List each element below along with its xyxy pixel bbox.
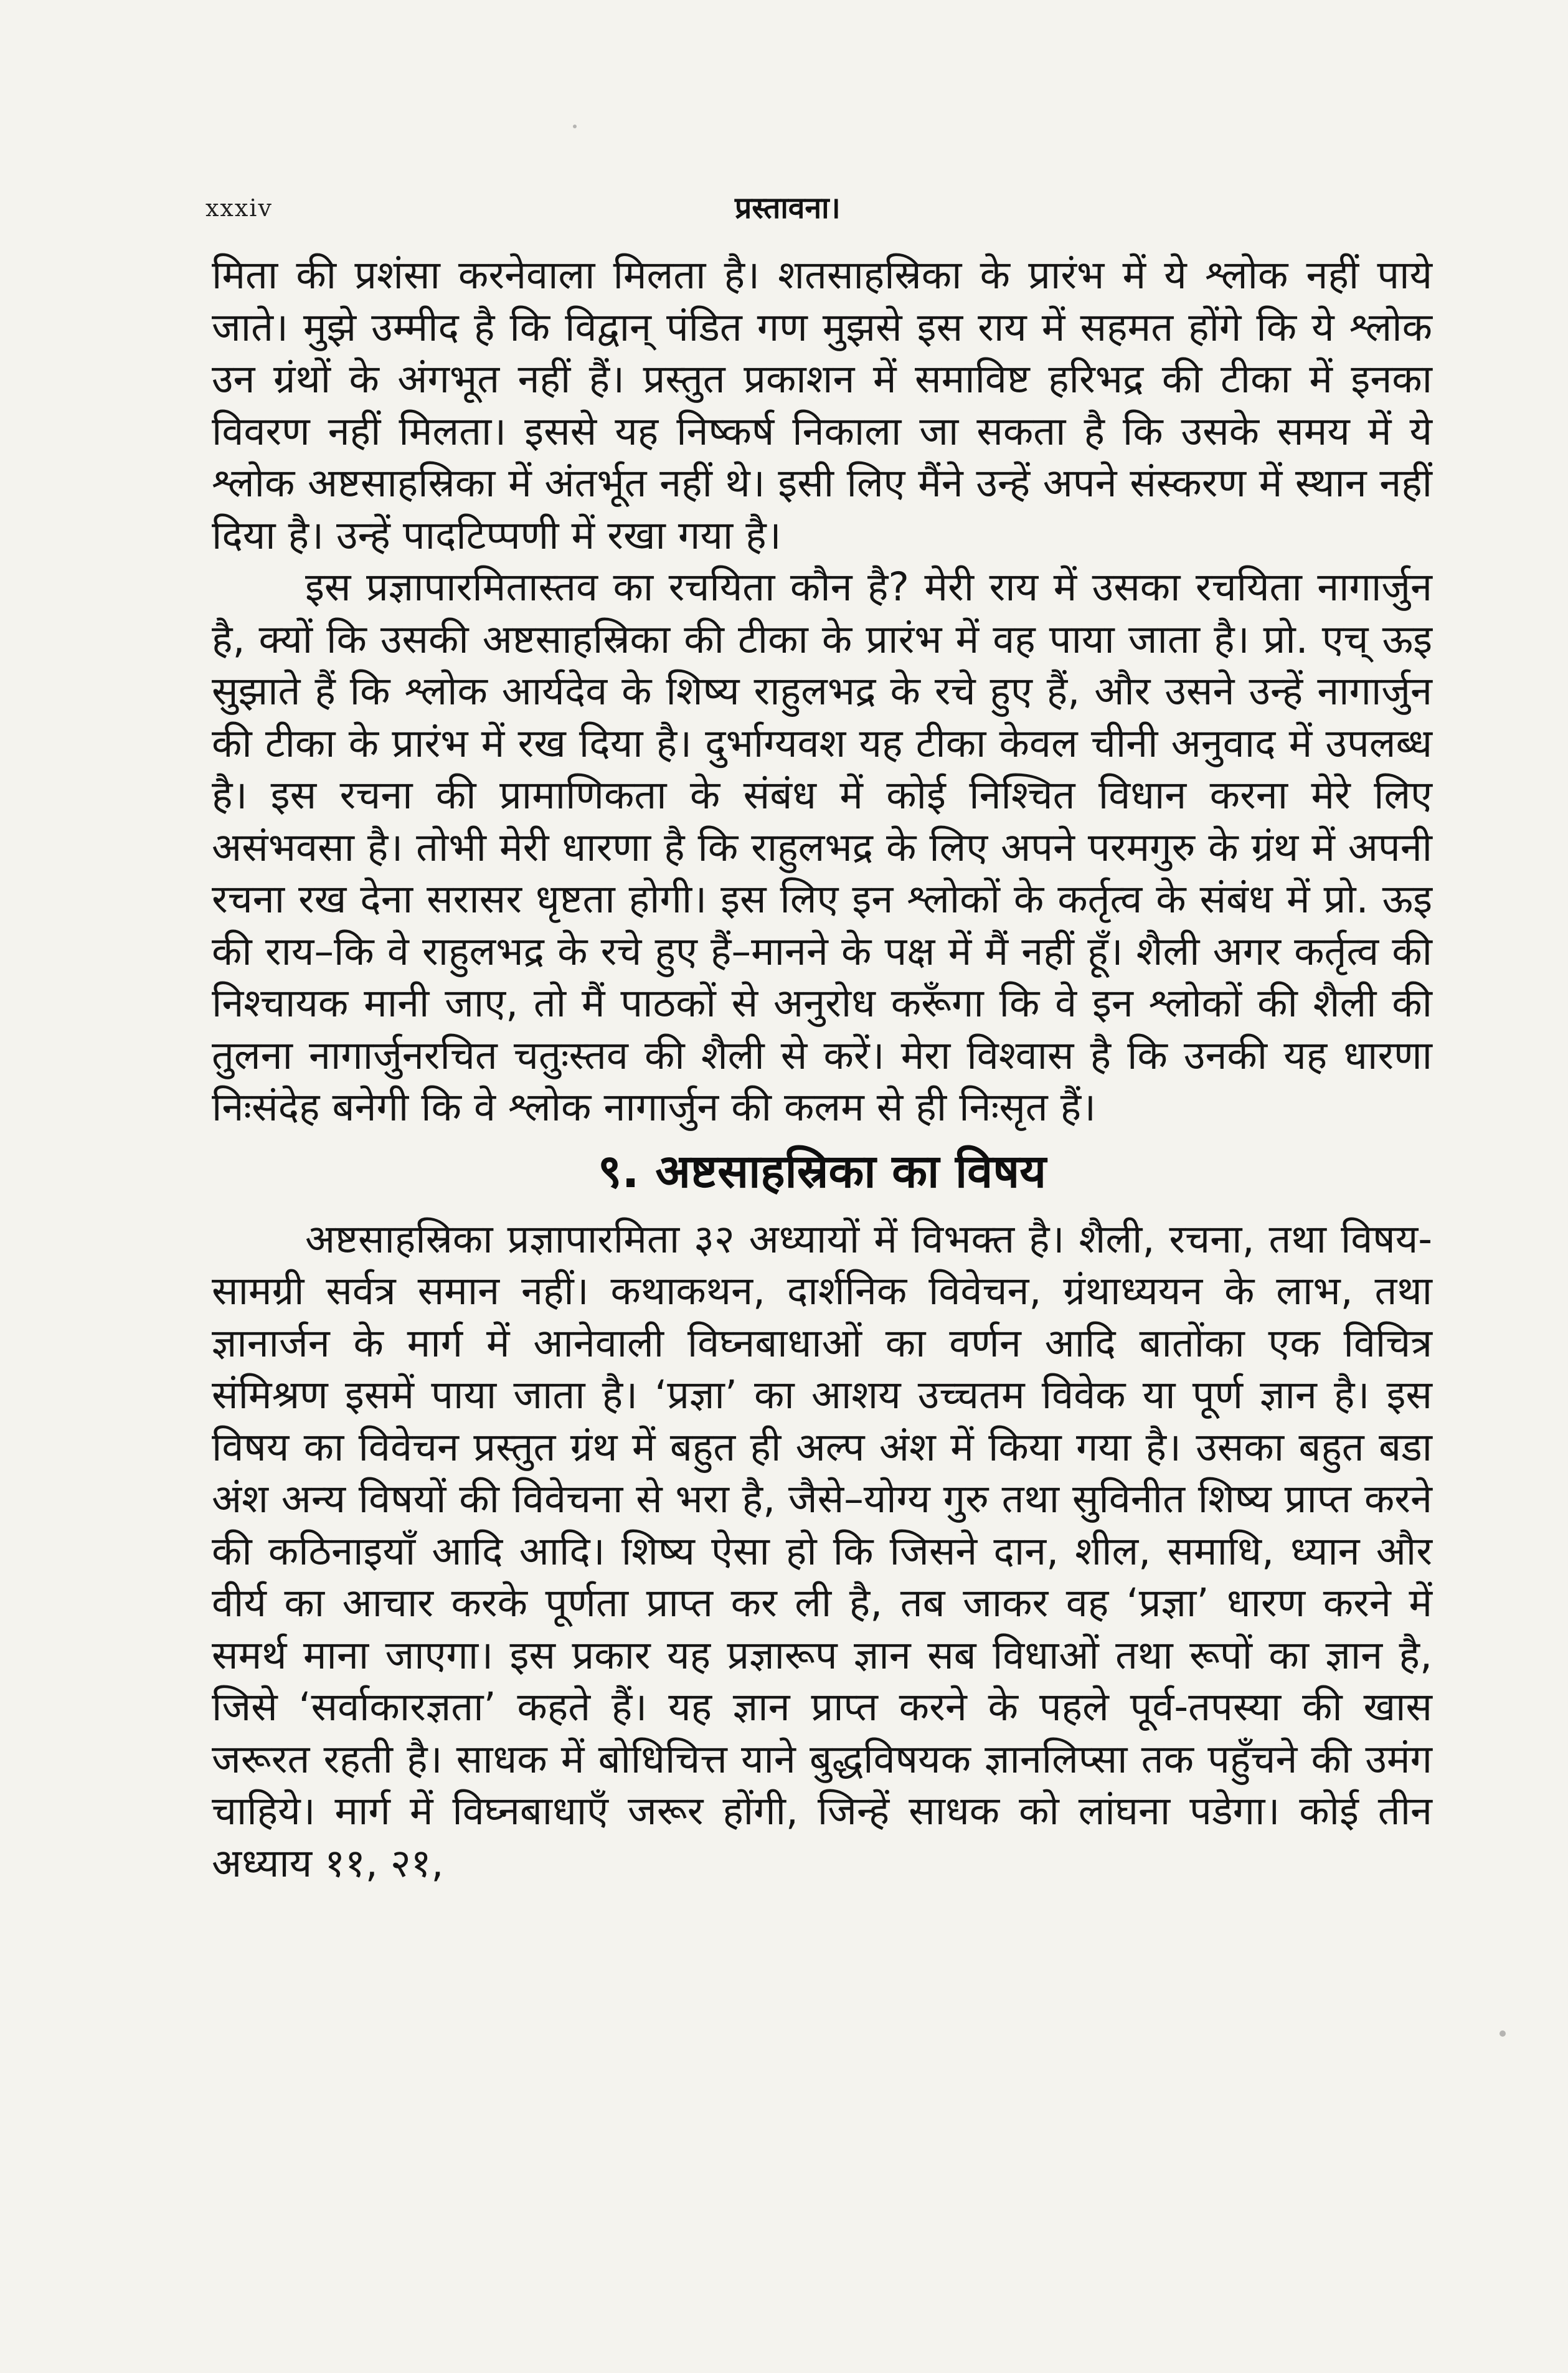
- section-heading: ९. अष्टसाहस्रिका का विषय: [597, 1144, 1047, 1198]
- paragraph-continued: मिता की प्रशंसा करनेवाला मिलता है। शतसाहस्रिका के प्रारंभ में ये श्लोक नहीं पाये जाते। मुझे उम्मीद है कि विद्वान् पंडित गण मुझसे इस राय में सहमत होंगे कि ये श्लोक उन ग्रंथों के अंगभूत नहीं हैं। प्रस्तुत प्रकाशन में समाविष्ट हरिभद्र की टीका में इनका विवरण नहीं मिलता। इससे यह निष्कर्ष निकाला जा सकता है कि उसके समय में ये श्लोक अष्टसाहस्रिका में अंतर्भूत नहीं थे। इसी लिए मैंने उन्हें अपने संस्करण में स्थान नहीं दिया है। उन्हें पादटिप्पणी में रखा गया है।: [212, 252, 1432, 558]
- scan-speck: [1500, 2030, 1506, 2037]
- running-title: प्रस्तावना।: [735, 191, 841, 225]
- paragraph-subject: अष्टसाहस्रिका प्रज्ञापारमिता ३२ अध्यायों में विभक्त है। शैली, रचना, तथा विषय-सामग्री सर्वत्र समान नहीं। कथाकथन, दार्शनिक विवेचन, ग्रंथाध्ययन के लाभ, तथा ज्ञानार्जन के मार्ग में आनेवाली विघ्नबाधाओं का वर्णन आदि बातोंका एक विचित्र संमिश्रण इसमें पाया जाता है। ‘प्रज्ञा’ का आशय उच्चतम विवेक या पूर्ण ज्ञान है। इस विषय का विवेचन प्रस्तुत ग्रंथ में बहुत ही अल्प अंश में किया गया है। उसका बहुत बडा अंश अन्य विषयों की विवेचना से भरा है, जैसे–योग्य गुरु तथा सुविनीत शिष्य प्राप्त करने की कठिनाइयाँ आदि आदि। शिष्य ऐसा हो कि जिसने दान, शील, समाधि, ध्यान और वीर्य का आचार करके पूर्णता प्राप्त कर ली है, तब जाकर वह ‘प्रज्ञा’ धारण करने में समर्थ माना जाएगा। इस प्रकार यह प्रज्ञारूप ज्ञान सब विधाओं तथा रूपों का ज्ञान है, जिसे ‘सर्वाकारज्ञता’ कहते हैं। यह ज्ञान प्राप्त करने के पहले पूर्व-तपस्या की खास जरूरत रहती है। साधक में बोधिचित्त याने बुद्धविषयक ज्ञानलिप्सा तक पहुँचने की उमंग चाहिये। मार्ग में विघ्नबाधाएँ जरूर होंगी, जिन्हें साधक को लांघना पडेगा। कोई तीन अध्याय ११, २१,: [212, 1216, 1432, 1886]
- scan-speck: [573, 125, 577, 128]
- body-text: [212, 249, 1432, 1889]
- page-number: xxxiv: [205, 194, 273, 222]
- page-header: [205, 187, 1445, 237]
- paragraph-authorship: इस प्रज्ञापारमितास्तव का रचयिता कौन है? मेरी राय में उसका रचयिता नागार्जुन है, क्यों कि उसकी अष्टसाहस्रिका की टीका के प्रारंभ में वह पाया जाता है। प्रो. एच् ऊइ सुझाते हैं कि श्लोक आर्यदेव के शिष्य राहुलभद्र के रचे हुए हैं, और उसने उन्हें नागार्जुन की टीका के प्रारंभ में रख दिया है। दुर्भाग्यवश यह टीका केवल चीनी अनुवाद में उपलब्ध है। इस रचना की प्रामाणिकता के संबंध में कोई निश्चित विधान करना मेरे लिए असंभवसा है। तोभी मेरी धारणा है कि राहुलभद्र के लिए अपने परमगुरु के ग्रंथ में अपनी रचना रख देना सरासर धृष्टता होगी। इस लिए इन श्लोकों के कर्तृत्व के संबंध में प्रो. ऊइ की राय–कि वे राहुलभद्र के रचे हुए हैं–मानने के पक्ष में मैं नहीं हूँ। शैली अगर कर्तृत्व की निश्चायक मानी जाए, तो मैं पाठकों से अनुरोध करूँगा कि वे इन श्लोकों की शैली की तुलना नागार्जुनरचित चतुःस्तव की शैली से करें। मेरा विश्वास है कि उनकी यह धारणा निःसंदेह बनेगी कि वे श्लोक नागार्जुन की कलम से ही निःसृत हैं।: [212, 564, 1432, 1130]
